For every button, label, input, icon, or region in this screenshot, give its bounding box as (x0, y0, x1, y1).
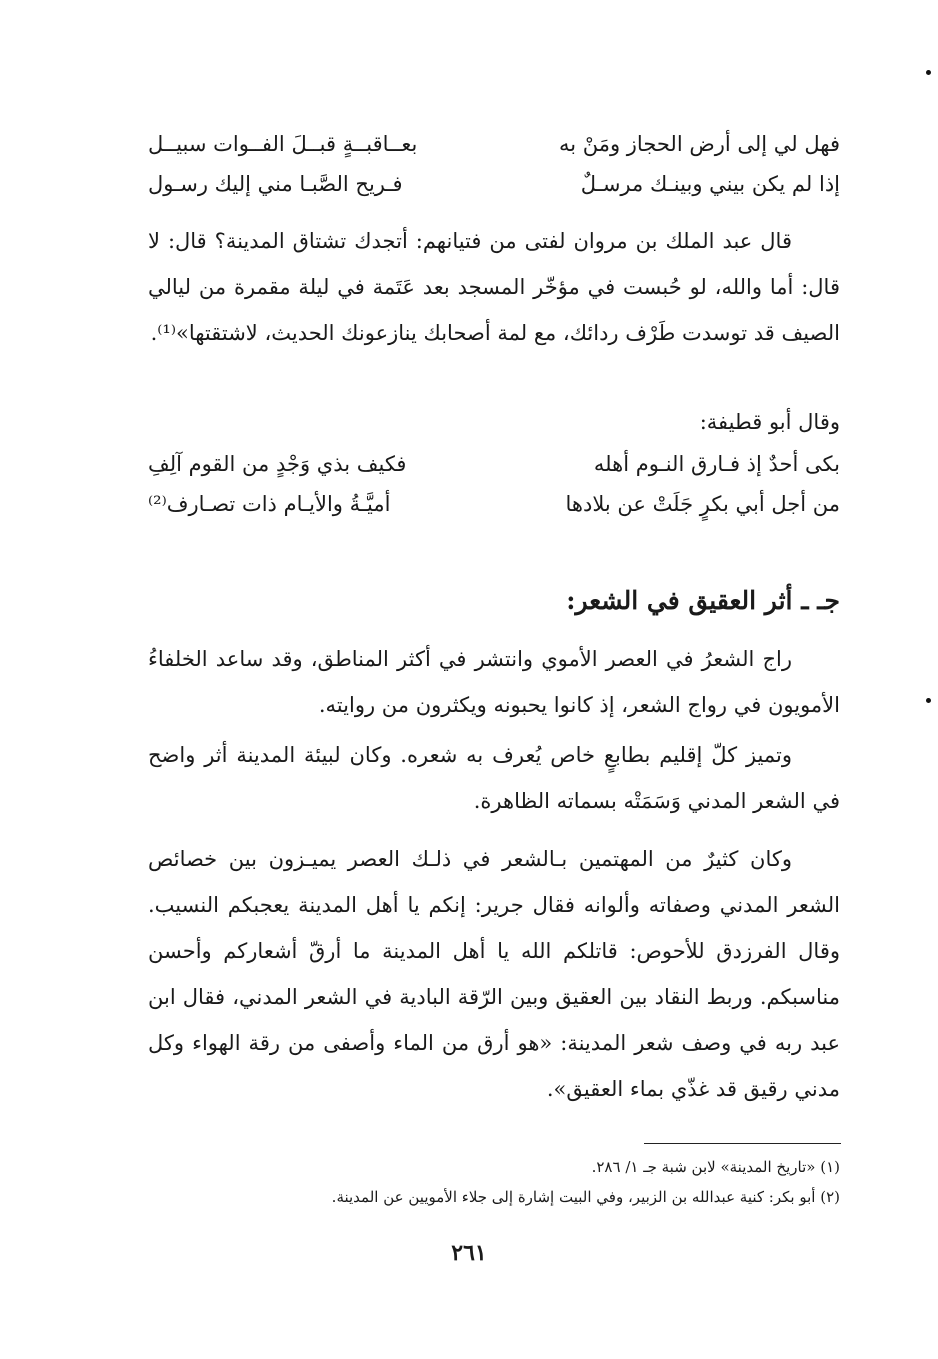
verse-first-hemistich: من أجل أبي بكرٍ جَلَتْ عن بلادها (565, 492, 840, 516)
poem-verse (148, 452, 840, 492)
paragraph: قال عبد الملك بن مروان لفتى من فتيانهم: أتجدك تشتاق المدينة؟ قال: لا قال: أما والله، لو حُبست في مؤخّر المسجد بعد عَتَمة في ليلة مقمرة من ليالي الصيف قد توسدت طَرْف ردائك، مع لمة أصحابك ينازعونك الحديث، لاشتقتها»⁽¹⁾. (148, 229, 840, 345)
poem-verse (148, 492, 840, 532)
verse-first-hemistich: فهل لي إلى أرض الحجاز ومَنْ به (558, 132, 840, 156)
paragraph: وكان كثيرٌ من المهتمين بـالشعر في ذلـك العصر يميـزون بين خصائص الشعر المدني وصفاته وألوانه فقال جرير: إنكم يا أهل المدينة يعجبكم النسيب. وقال الفرزدق للأحوص: قاتلكم الله يا أهل المدينة ما أرقّ أشعاركم وأحسن مناسبكم. وربط النقاد بين العقيق وبين الرّقة البادية في الشعر المدني، فقال ابن عبد ربه في وصف شعر المدينة: «هو أرق من الماء وأصفى من رقة الهواء وكل مدني رقيق قد غذّي بماء العقيق». (148, 847, 840, 1101)
verse-second-hemistich: بعــاقبــةٍ قبــلَ الفــوات سبيــل (148, 132, 418, 156)
poem-verse (148, 132, 840, 172)
verse-second-hemistich: فكيف بذي وَجْدٍ من القوم آلِفِ (148, 452, 407, 476)
scan-speck (926, 698, 931, 703)
page-number: ٢٦١ (451, 1240, 487, 1266)
footnote: (١) «تاريخ المدينة» لابن شبة جـ ١/ ٢٨٦. (591, 1158, 840, 1176)
verse-second-hemistich: فـريح الصَّبـا مني إليك رسـول (148, 172, 403, 196)
verse-first-hemistich: بكى أحدٌ إذ فـارق النـوم أهله (593, 452, 840, 476)
footnote: (٢) أبو بكر: كنية عبدالله بن الزبير، وفي البيت إشارة إلى جلاء الأمويين عن المدينة. (331, 1188, 840, 1206)
poem-verse (148, 172, 840, 212)
section-heading: جـ ـ أثر العقيق في الشعر: (566, 586, 840, 615)
verse-first-hemistich: إذا لم يكن بيني وبينـك مرسـلٌ (580, 172, 840, 196)
footnote-separator (644, 1143, 841, 1144)
scan-speck (926, 70, 931, 75)
paragraph: وتميز كلّ إقليم بطابعٍ خاص يُعرف به شعره. وكان لبيئة المدينة أثر واضح في الشعر المدني وَسَمَتْه بسماته الظاهرة. (148, 743, 840, 813)
verse-second-hemistich: أميَّـةُ والأيـام ذات تصـارف⁽²⁾ (148, 492, 391, 516)
poem-intro: وقال أبو قطيفة: (699, 410, 840, 434)
paragraph: راج الشعرُ في العصر الأموي وانتشر في أكثر المناطق، وقد ساعد الخلفاءُ الأمويون في رواج الشعر، إذ كانوا يحبونه ويكثرون من روايته. (148, 647, 840, 717)
